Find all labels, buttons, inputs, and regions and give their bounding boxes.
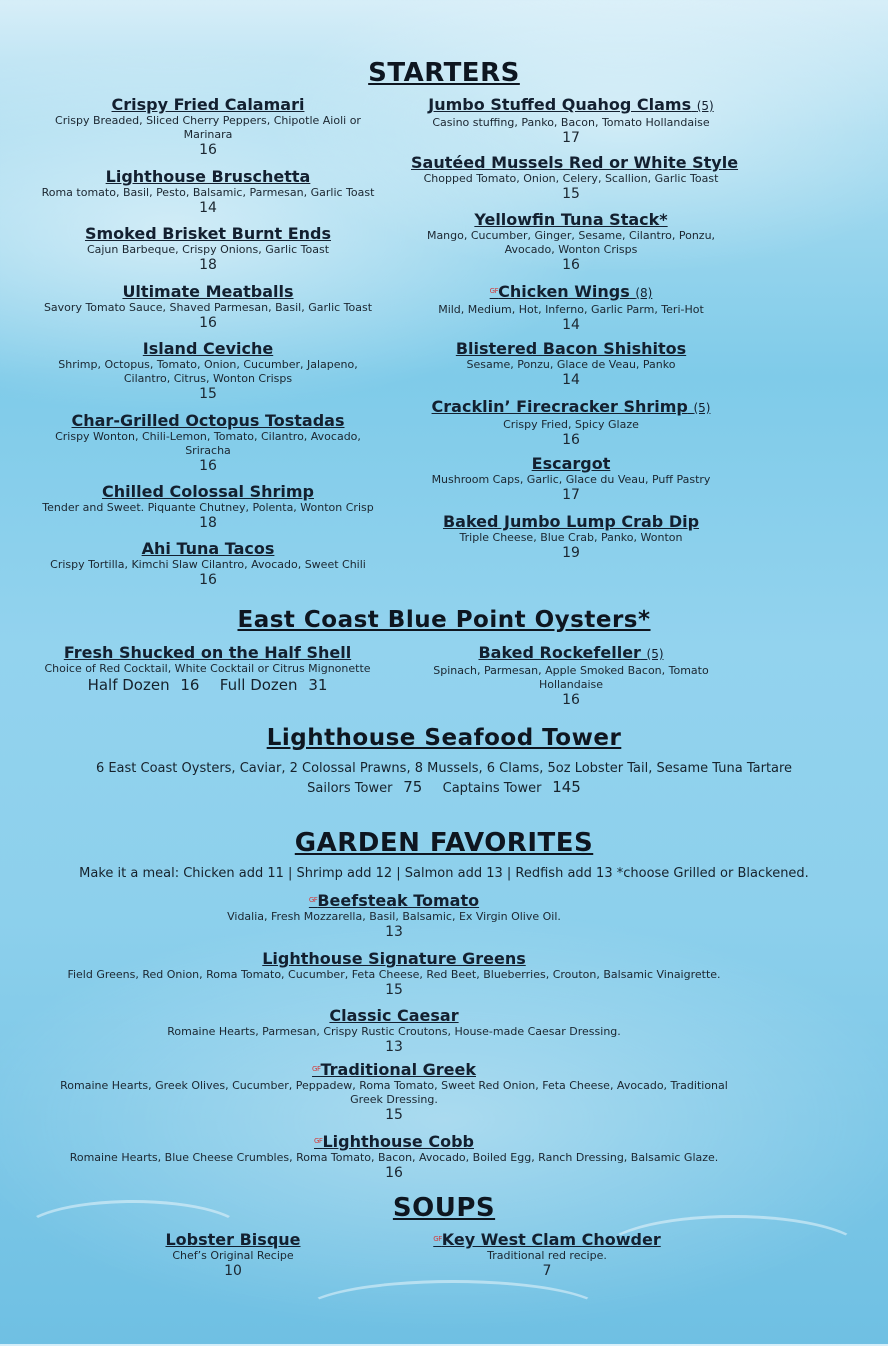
sailors-tower-price: 75: [403, 778, 423, 796]
menu-item: [34, 411, 382, 482]
water-ripple: [300, 1280, 606, 1346]
item-price: 16: [199, 142, 217, 158]
garden-items: [54, 891, 734, 1189]
menu-item: [34, 95, 382, 167]
item-count: (5): [646, 647, 664, 661]
garden-meal-note: Make it a meal: Chicken add 11 | Shrimp add 12 | Salmon add 13 | Redfish add 13 *choose Grilled or Blackened.: [79, 866, 809, 881]
item-name: Cracklin’ Firecracker Shrimp: [431, 397, 688, 416]
captains-tower-label: Captains Tower: [442, 781, 542, 796]
item-description: Triple Cheese, Blue Crab, Panko, Wonton: [459, 531, 683, 544]
menu-item: [54, 891, 734, 949]
item-name: Baked Rockefeller: [478, 643, 641, 662]
half-dozen-label: Half Dozen: [87, 676, 170, 694]
item-price: 14: [562, 372, 580, 388]
seafood-tower-heading: Lighthouse Seafood Tower: [266, 725, 622, 751]
item-price: 19: [562, 545, 580, 561]
menu-item: [411, 153, 739, 210]
item-name: Escargot: [531, 454, 611, 473]
item-description: Crispy Wonton, Chili-Lemon, Tomato, Cilantro, Avocado, Sriracha: [55, 430, 361, 457]
full-dozen-label: Full Dozen: [219, 676, 298, 694]
starters-right-column: [411, 95, 739, 569]
item-price: 16: [385, 1165, 403, 1181]
menu-item: [54, 1132, 734, 1189]
item-count: (8): [635, 286, 653, 300]
item-description: Chef’s Original Recipe: [172, 1249, 294, 1262]
item-description: Shrimp, Octopus, Tomato, Onion, Cucumber, Jalapeno, Cilantro, Citrus, Wonton Crisps: [58, 358, 358, 385]
item-name: Chicken Wings: [498, 282, 630, 301]
item-price: 17: [562, 487, 580, 503]
menu-item: [34, 539, 382, 596]
starters-left-column: [34, 95, 382, 596]
starters-heading: STARTERS: [368, 58, 520, 88]
item-price: 15: [562, 186, 580, 202]
item-name: Ultimate Meatballs: [122, 282, 294, 301]
item-description: Roma tomato, Basil, Pesto, Balsamic, Parmesan, Garlic Toast: [41, 186, 375, 199]
item-description: Sesame, Ponzu, Glace de Veau, Panko: [466, 358, 676, 371]
item-name: Lighthouse Bruschetta: [105, 167, 311, 186]
oysters-heading: East Coast Blue Point Oysters*: [237, 607, 651, 633]
item-description: Crispy Tortilla, Kimchi Slaw Cilantro, Avocado, Sweet Chili: [50, 558, 366, 571]
item-price: 16: [562, 257, 580, 273]
item-price: 13: [385, 1039, 403, 1055]
menu-item: [54, 949, 734, 1006]
item-price: 13: [385, 924, 403, 940]
item-description: Choice of Red Cocktail, White Cocktail or Citrus Mignonette: [44, 662, 371, 675]
item-name: Lighthouse Cobb: [322, 1132, 474, 1151]
item-description: Spinach, Parmesan, Apple Smoked Bacon, Tomato Hollandaise: [433, 664, 709, 691]
item-price: 7: [542, 1263, 552, 1279]
gluten-free-icon: GF: [314, 1137, 323, 1145]
gluten-free-icon: GF: [489, 287, 499, 295]
item-count: (5): [693, 401, 711, 415]
oyster-prices: [40, 676, 375, 694]
menu-item: [411, 454, 731, 512]
item-description: Traditional red recipe.: [487, 1249, 607, 1262]
menu-item: [34, 482, 382, 539]
item-name: Crispy Fried Calamari: [111, 95, 305, 114]
item-price: 16: [562, 692, 580, 708]
captains-tower-price: 145: [552, 778, 581, 796]
menu-item: [34, 224, 382, 282]
menu-item: [34, 282, 382, 339]
item-price: 16: [562, 432, 580, 448]
menu-item: [54, 1060, 734, 1132]
item-price: 18: [199, 257, 217, 273]
item-name: Jumbo Stuffed Quahog Clams: [428, 95, 692, 114]
full-dozen-price: 31: [308, 676, 328, 694]
item-name: Yellowfin Tuna Stack*: [474, 210, 668, 229]
item-price: 17: [562, 130, 580, 146]
soups-left: [120, 1230, 346, 1280]
menu-item: [411, 210, 731, 282]
item-price: 16: [199, 315, 217, 331]
item-name: Classic Caesar: [329, 1006, 459, 1025]
item-name: Island Ceviche: [142, 339, 274, 358]
menu-item: [411, 512, 731, 569]
half-dozen-price: 16: [180, 676, 200, 694]
item-name: Key West Clam Chowder: [441, 1230, 661, 1249]
item-description: Casino stuffing, Panko, Bacon, Tomato Hollandaise: [432, 116, 710, 129]
menu-item: [34, 339, 382, 411]
item-name: Beefsteak Tomato: [317, 891, 480, 910]
item-description: Cajun Barbeque, Crispy Onions, Garlic Toast: [86, 243, 330, 256]
menu-item: [411, 397, 731, 454]
item-price: 10: [224, 1263, 242, 1279]
item-name: Char-Grilled Octopus Tostadas: [71, 411, 345, 430]
item-price: 16: [199, 458, 217, 474]
item-price: 18: [199, 515, 217, 531]
menu-item: [411, 339, 731, 397]
menu-item: [411, 282, 731, 339]
item-description: Tender and Sweet. Piquante Chutney, Polenta, Wonton Crisp: [42, 501, 374, 514]
item-description: Mango, Cucumber, Ginger, Sesame, Cilantro, Ponzu, Avocado, Wonton Crisps: [426, 229, 716, 256]
item-name: Chilled Colossal Shrimp: [102, 482, 314, 501]
seafood-tower-description: 6 East Coast Oysters, Caviar, 2 Colossal Prawns, 8 Mussels, 6 Clams, 5oz Lobster Tail, Sesame Tuna Tartare: [95, 761, 793, 776]
item-price: 15: [385, 982, 403, 998]
gluten-free-icon: GF: [308, 896, 318, 904]
soups-heading: SOUPS: [392, 1193, 496, 1223]
item-price: 14: [199, 200, 217, 216]
item-description: Vidalia, Fresh Mozzarella, Basil, Balsamic, Ex Virgin Olive Oil.: [227, 910, 561, 923]
item-name: Lobster Bisque: [165, 1230, 301, 1249]
gluten-free-icon: GF: [312, 1065, 321, 1073]
sailors-tower-label: Sailors Tower: [307, 781, 393, 796]
item-description: Mild, Medium, Hot, Inferno, Garlic Parm, Teri-Hot: [438, 303, 704, 316]
item-price: 15: [199, 386, 217, 402]
item-description: Chopped Tomato, Onion, Celery, Scallion, Garlic Toast: [423, 172, 719, 185]
item-description: Romaine Hearts, Blue Cheese Crumbles, Roma Tomato, Bacon, Avocado, Boiled Egg, Ranch Dressing, Balsamic Glaze.: [69, 1151, 719, 1164]
item-name: Blistered Bacon Shishitos: [455, 339, 687, 358]
item-price: 14: [562, 317, 580, 333]
item-price: 16: [199, 572, 217, 588]
soups-right: [420, 1230, 674, 1280]
item-name: Lighthouse Signature Greens: [262, 949, 526, 968]
item-description: Crispy Fried, Spicy Glaze: [503, 418, 639, 431]
menu-item: [34, 167, 382, 224]
seafood-tower-prices: [0, 778, 888, 798]
item-price: 15: [385, 1107, 403, 1123]
item-name: Baked Jumbo Lump Crab Dip: [442, 512, 700, 531]
item-description: Crispy Breaded, Sliced Cherry Peppers, Chipotle Aioli or Marinara: [55, 114, 361, 141]
item-description: Savory Tomato Sauce, Shaved Parmesan, Basil, Garlic Toast: [43, 301, 373, 314]
gluten-free-icon: GF: [433, 1235, 442, 1243]
item-name: Traditional Greek: [320, 1060, 476, 1079]
item-description: Field Greens, Red Onion, Roma Tomato, Cucumber, Feta Cheese, Red Beet, Blueberries, Crouton, Balsamic Vinaigrette.: [67, 968, 721, 981]
item-description: Romaine Hearts, Greek Olives, Cucumber, Peppadew, Roma Tomato, Sweet Red Onion, Feta Cheese, Avocado, Traditional Greek Dressing.: [60, 1079, 728, 1106]
item-name: Sautéed Mussels Red or White Style: [411, 153, 739, 172]
item-count: (5): [696, 99, 714, 113]
item-name: Ahi Tuna Tacos: [141, 539, 275, 558]
item-name: Smoked Brisket Burnt Ends: [84, 224, 332, 243]
oysters-left: [40, 643, 375, 694]
menu-item: [54, 1006, 734, 1060]
item-description: Mushroom Caps, Garlic, Glace du Veau, Puff Pastry: [431, 473, 711, 486]
item-description: Romaine Hearts, Parmesan, Crispy Rustic Croutons, House-made Caesar Dressing.: [167, 1025, 621, 1038]
menu-item: [411, 95, 731, 153]
oysters-right: [418, 643, 724, 709]
item-name: Fresh Shucked on the Half Shell: [63, 643, 352, 662]
garden-heading: GARDEN FAVORITES: [294, 828, 594, 858]
